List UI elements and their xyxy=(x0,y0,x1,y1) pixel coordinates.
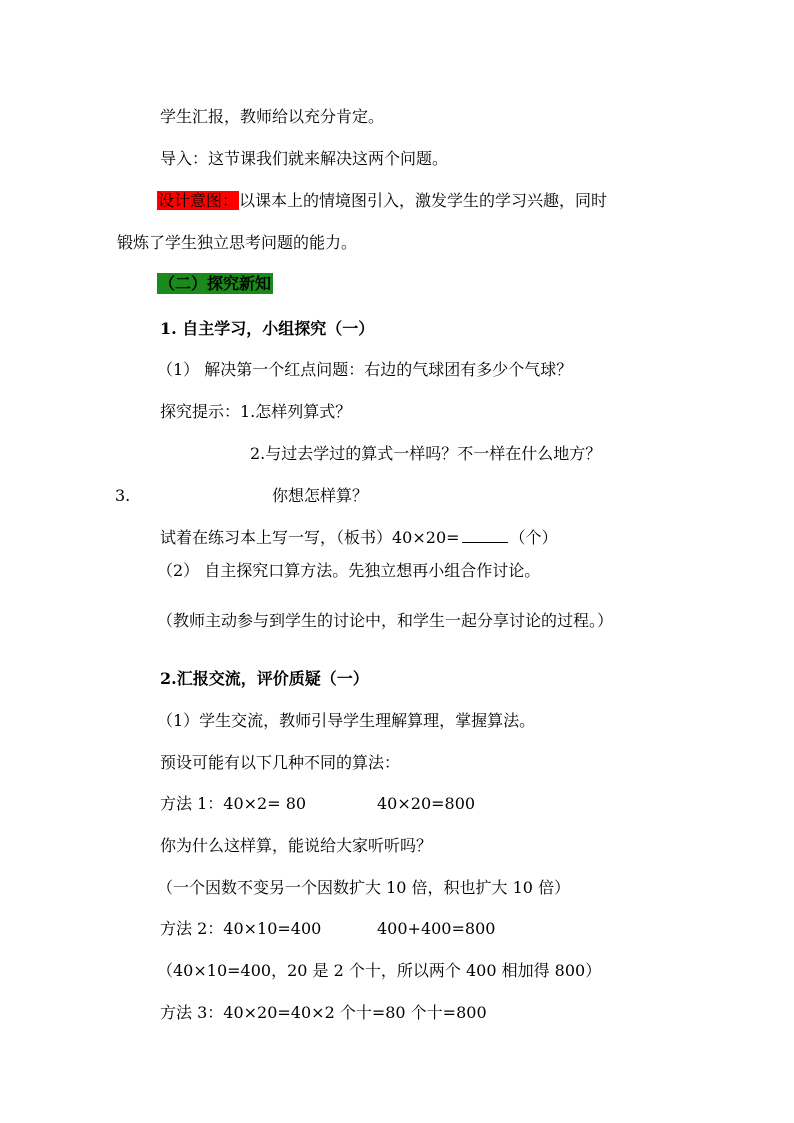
design-intent-label: 设计意图： xyxy=(158,191,239,210)
text-line: 2.与过去学过的算式一样吗？不一样在什么地方？ xyxy=(250,444,602,463)
text-line: 探究提示：1.怎样列算式？ xyxy=(160,402,352,421)
text-line: 你为什么这样算，能说给大家听听吗？ xyxy=(160,836,433,855)
text-line: 锻炼了学生独立思考问题的能力。 xyxy=(117,233,358,252)
try-unit: （个） xyxy=(509,528,558,547)
try-text: 试着在练习本上写一写，（板书）40×20= xyxy=(160,528,460,547)
text-line: （1） 解决第一个红点问题：右边的气球团有多少个气球？ xyxy=(157,360,573,379)
design-intent-text: 以课本上的情境图引入，激发学生的学习兴趣，同时 xyxy=(239,191,608,210)
method-1-left: 方法 1：40×2= 80 xyxy=(160,794,307,813)
text-line: （2） 自主探究口算方法。先独立想再小组合作讨论。 xyxy=(157,561,541,580)
method-1-right: 40×20=800 xyxy=(377,794,476,813)
text-line: 导入：这节课我们就来解决这两个问题。 xyxy=(160,149,449,168)
method-2-right: 400+400=800 xyxy=(377,919,496,938)
design-intent-line xyxy=(157,190,607,212)
subheading: 1. 自主学习，小组探究（一） xyxy=(160,319,375,338)
section-heading-label: （二）探究新知 xyxy=(159,274,272,293)
text-line: 预设可能有以下几种不同的算法： xyxy=(160,753,401,772)
try-line xyxy=(160,526,558,549)
subheading: 2.汇报交流，评价质疑（一） xyxy=(160,669,369,688)
method-3: 方法 3：40×20=40×2 个十=80 个十=800 xyxy=(160,1003,487,1022)
text-line: 你想怎样算？ xyxy=(272,486,369,505)
text-line: （1）学生交流，教师引导学生理解算理，掌握算法。 xyxy=(157,711,536,730)
section-heading xyxy=(157,273,273,295)
text-line: 学生汇报，教师给以充分肯定。 xyxy=(160,107,385,126)
text-line: （一个因数不变另一个因数扩大 10 倍，积也扩大 10 倍） xyxy=(157,878,571,897)
list-number: 3. xyxy=(115,486,131,505)
answer-blank xyxy=(462,526,508,543)
method-2-left: 方法 2：40×10=400 xyxy=(160,919,322,938)
text-line: （40×10=400，20 是 2 个十，所以两个 400 相加得 800） xyxy=(157,961,602,980)
text-line: （教师主动参与到学生的讨论中，和学生一起分享讨论的过程。） xyxy=(157,611,614,630)
